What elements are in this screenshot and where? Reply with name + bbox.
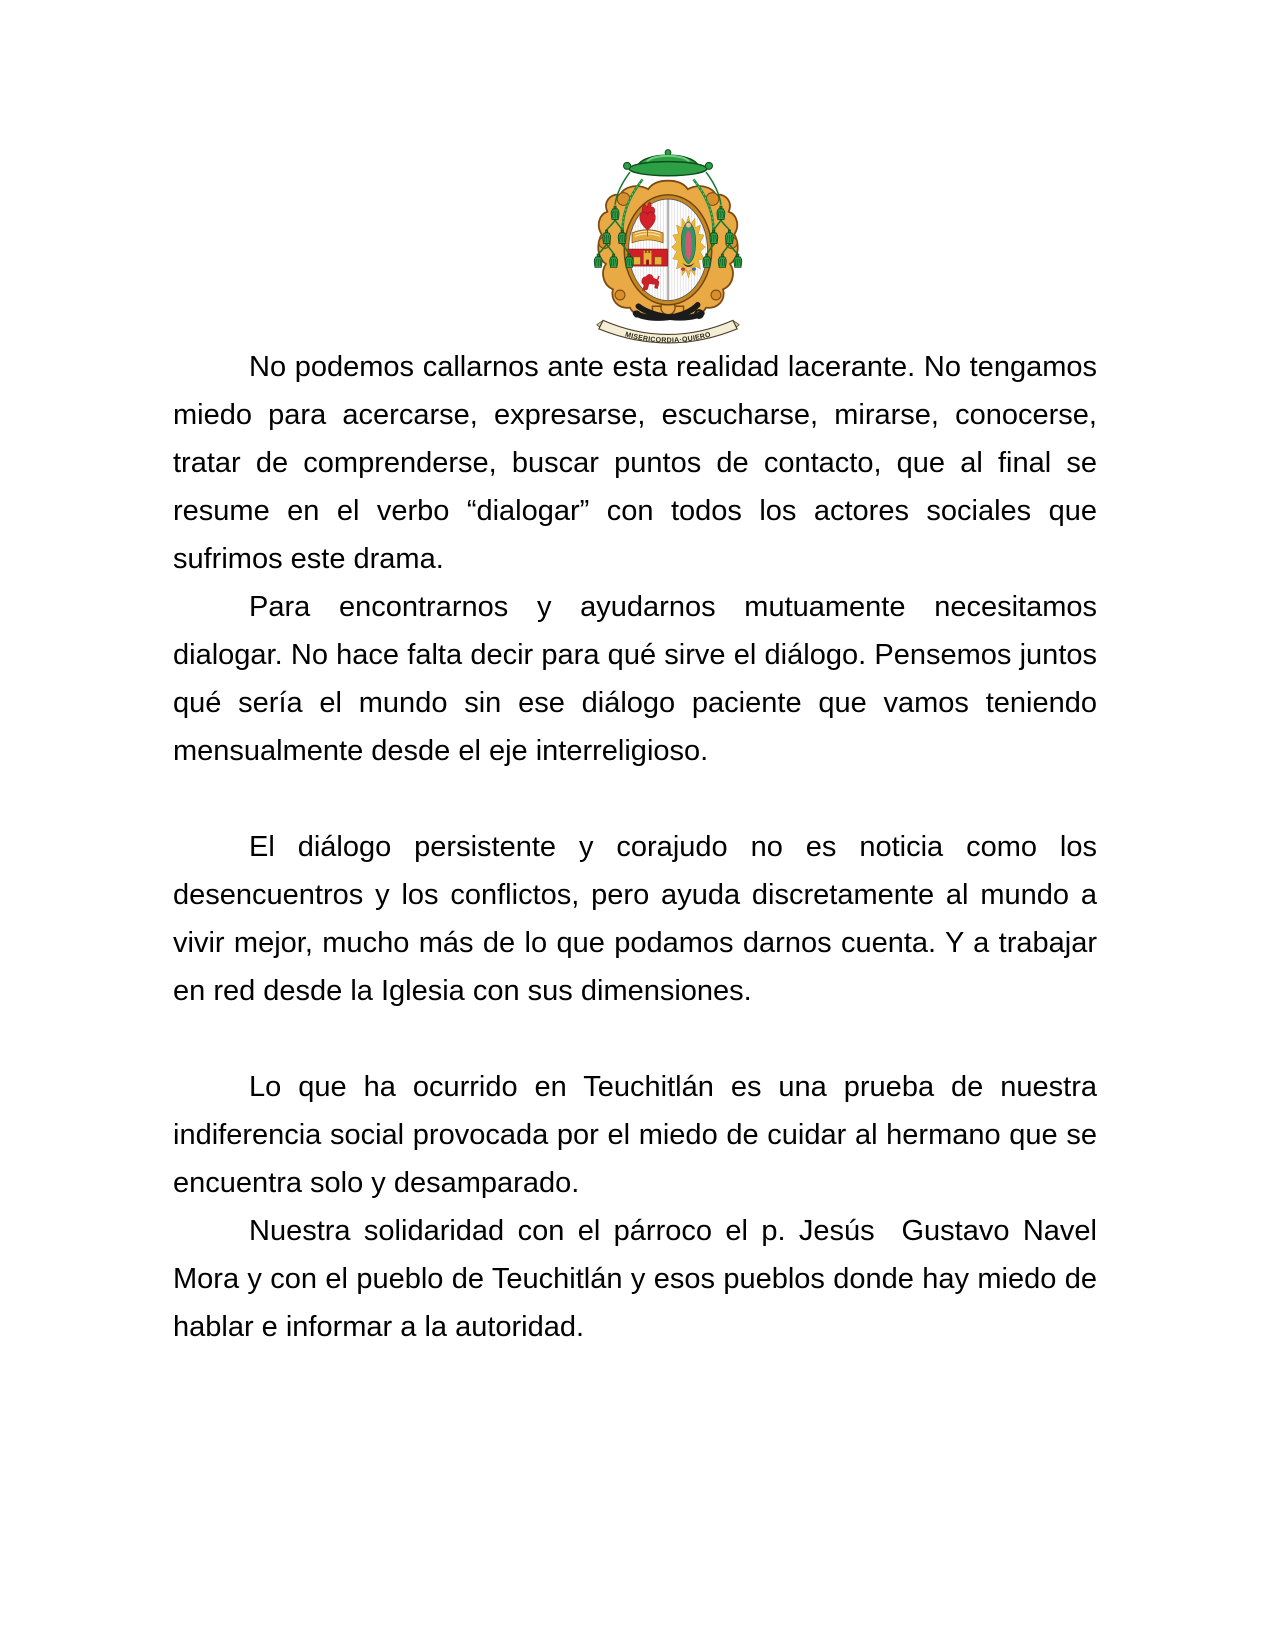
paragraph-4: Lo que ha ocurrido en Teuchitlán es una prueba de nuestra indiferencia social provocada por el miedo de cuidar al hermano que se encuentra solo y desamparado. — [173, 1071, 1097, 1199]
document-body — [173, 343, 1097, 1351]
coat-of-arms-svg — [583, 144, 753, 350]
paragraph-2: Para encontrarnos y ayudarnos mutuamente necesitamos dialogar. No hace falta decir para qué sirve el diálogo. Pensemos juntos qué sería el mundo sin ese diálogo paciente que vamos teniendo mensualmente desde el eje interreligioso. — [173, 591, 1097, 767]
motto-ribbon — [597, 320, 740, 344]
motto-text: MISERICORDIA·QUIERO — [624, 331, 712, 345]
paragraph-5: Nuestra solidaridad con el párroco el p. Jesús Gustavo Navel Mora y con el pueblo de Teuchitlán y esos pueblos donde hay miedo de hablar e informar a la autoridad. — [173, 1215, 1097, 1343]
paragraph-1: No podemos callarnos ante esta realidad lacerante. No tengamos miedo para acercarse, expresarse, escucharse, mirarse, conocerse, tratar de comprenderse, buscar puntos de contacto, que al final se resume en el verbo “dialogar” con todos los actores sociales que sufrimos este drama. — [173, 351, 1097, 575]
castle-icon — [628, 249, 668, 266]
galero-hat-icon — [624, 150, 713, 176]
shield-oval — [624, 195, 711, 305]
paragraph-3: El diálogo persistente y corajudo no es noticia como los desencuentros y los conflictos, pero ayuda discretamente al mundo a vivir mejor, mucho más de lo que podamos darnos cuenta. Y a trabajar en red desde la Iglesia con sus dimensiones. — [173, 831, 1097, 1007]
guadalupe-icon — [672, 216, 706, 278]
diocese-coat-of-arms — [583, 144, 753, 350]
